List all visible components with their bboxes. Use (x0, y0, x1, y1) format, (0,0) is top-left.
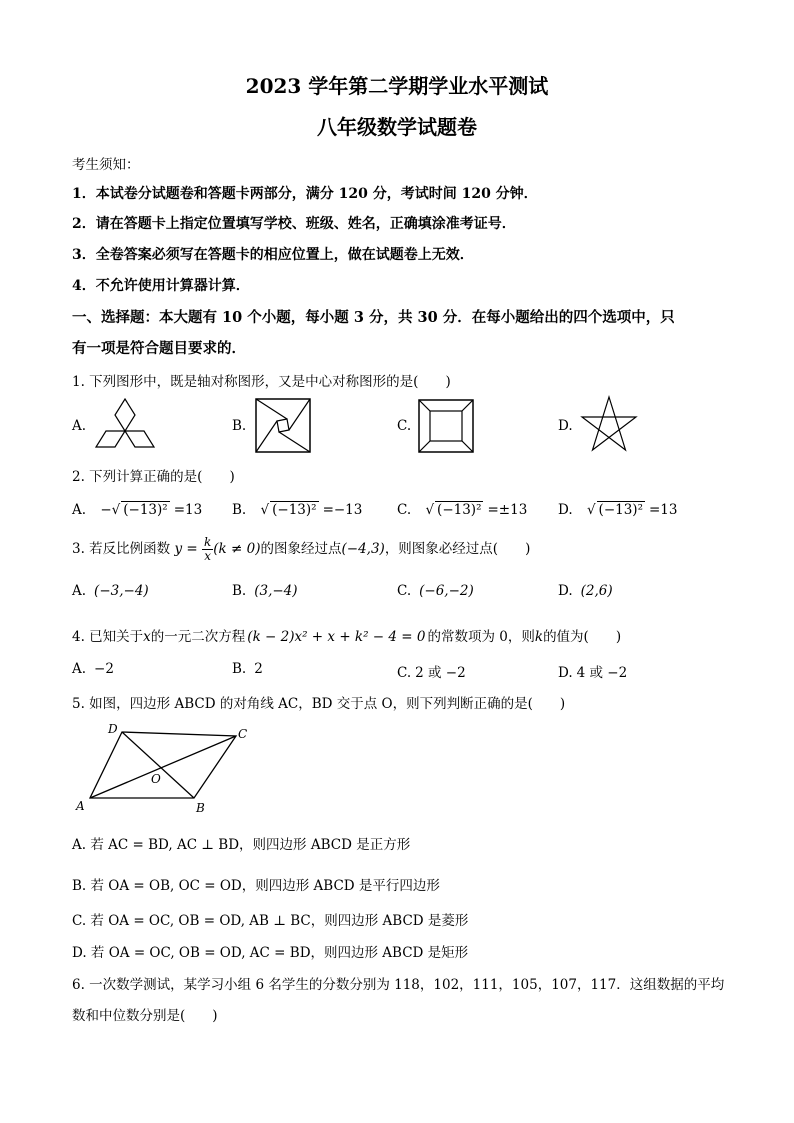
q3-stem: 3. 若反比例函数 y = $\frac{k}{x}$ (k ≠ 0)的图象经过点(−4,3)，则图象必经过点( ) (72, 535, 531, 563)
q1-label-a: A. (72, 418, 87, 434)
q2-option-a: A. −√ (−13)² =13 (72, 502, 203, 518)
q1-figure-b-pinwheel (254, 397, 312, 454)
q4-option-d: D. 4 或 −2 (558, 665, 628, 681)
notice-item-4: 4．不允许使用计算器计算． (72, 278, 250, 294)
q1-label-d: D. (558, 418, 573, 434)
q5-option-d: D. 若 OA = OC, OB = OD, AC = BD，则四边形 ABCD 是矩形 (72, 945, 469, 961)
q5-label-b: B (196, 801, 205, 814)
q1-label-b: B. (232, 418, 247, 434)
q5-option-a: A. 若 AC = BD, AC ⊥ BD，则四边形 ABCD 是正方形 (72, 837, 411, 853)
q5-figure-quadrilateral (72, 722, 252, 814)
q3-option-c: C. (−6,−2) (397, 583, 474, 599)
q4-option-a: A. −2 (72, 661, 114, 677)
q3-fraction: $\frac{k}{x}$ (204, 535, 212, 563)
exam-title: 2023 学年第二学期学业水平测试 (245, 74, 549, 98)
q5-label-a: A (76, 799, 85, 813)
q1-label-c: C. (397, 418, 412, 434)
section-heading-line1: 一、选择题：本大题有 10 个小题，每小题 3 分，共 30 分．在每小题给出的四个选项中，只 (72, 309, 675, 326)
q6-stem-line1: 6. 一次数学测试，某学习小组 6 名学生的分数分别为 118，102，111，105，107，117．这组数据的平均 (72, 977, 725, 993)
q5-stem: 5. 如图，四边形 ABCD 的对角线 AC，BD 交于点 O，则下列判断正确的是( ) (72, 696, 566, 712)
q1-figure-a-rhombi (92, 397, 158, 453)
q2-option-c: C. √ (−13)² =±13 (397, 502, 528, 518)
q4-option-b: B. 2 (232, 661, 263, 677)
notice-item-2: 2．请在答题卡上指定位置填写学校、班级、姓名，正确填涂准考证号． (72, 216, 516, 232)
q1-figure-d-star (578, 394, 640, 456)
q5-label-d: D (108, 722, 118, 736)
q3-option-b: B. (3,−4) (232, 583, 298, 599)
section-heading-line2: 有一项是符合题目要求的． (72, 340, 246, 357)
notice-item-3: 3．全卷答案必须写在答题卡的相应位置上，做在试题卷上无效． (72, 247, 474, 263)
q4-option-c: C. 2 或 −2 (397, 665, 466, 681)
q5-option-b: B. 若 OA = OB, OC = OD，则四边形 ABCD 是平行四边形 (72, 878, 440, 894)
q1-stem: 1. 下列图形中，既是轴对称图形，又是中心对称图形的是( ) (72, 374, 451, 390)
q6-stem-line2: 数和中位数分别是( ) (72, 1008, 218, 1024)
q2-option-d: D. √ (−13)² =13 (558, 502, 678, 518)
exam-subtitle: 八年级数学试题卷 (317, 115, 477, 139)
notice-heading: 考生须知： (72, 157, 140, 173)
q4-stem: 4. 已知关于x的一元二次方程 (k − 2)x² + x + k² − 4 = 0 的常数项为 0，则k的值为( ) (72, 629, 622, 645)
notice-item-1: 1．本试卷分试题卷和答题卡两部分，满分 120 分，考试时间 120 分钟． (72, 186, 538, 202)
q5-option-c: C. 若 OA = OC, OB = OD, AB ⊥ BC，则四边形 ABCD 是菱形 (72, 913, 469, 929)
q1-figure-c-frame (417, 398, 475, 454)
q2-option-b: B. √ (−13)² =−13 (232, 502, 363, 518)
q3-option-a: A. (−3,−4) (72, 583, 149, 599)
q3-option-d: D. (2,6) (558, 583, 613, 599)
q5-label-c: C (238, 727, 248, 741)
q2-stem: 2. 下列计算正确的是( ) (72, 469, 235, 485)
q5-label-o: O (151, 772, 161, 786)
